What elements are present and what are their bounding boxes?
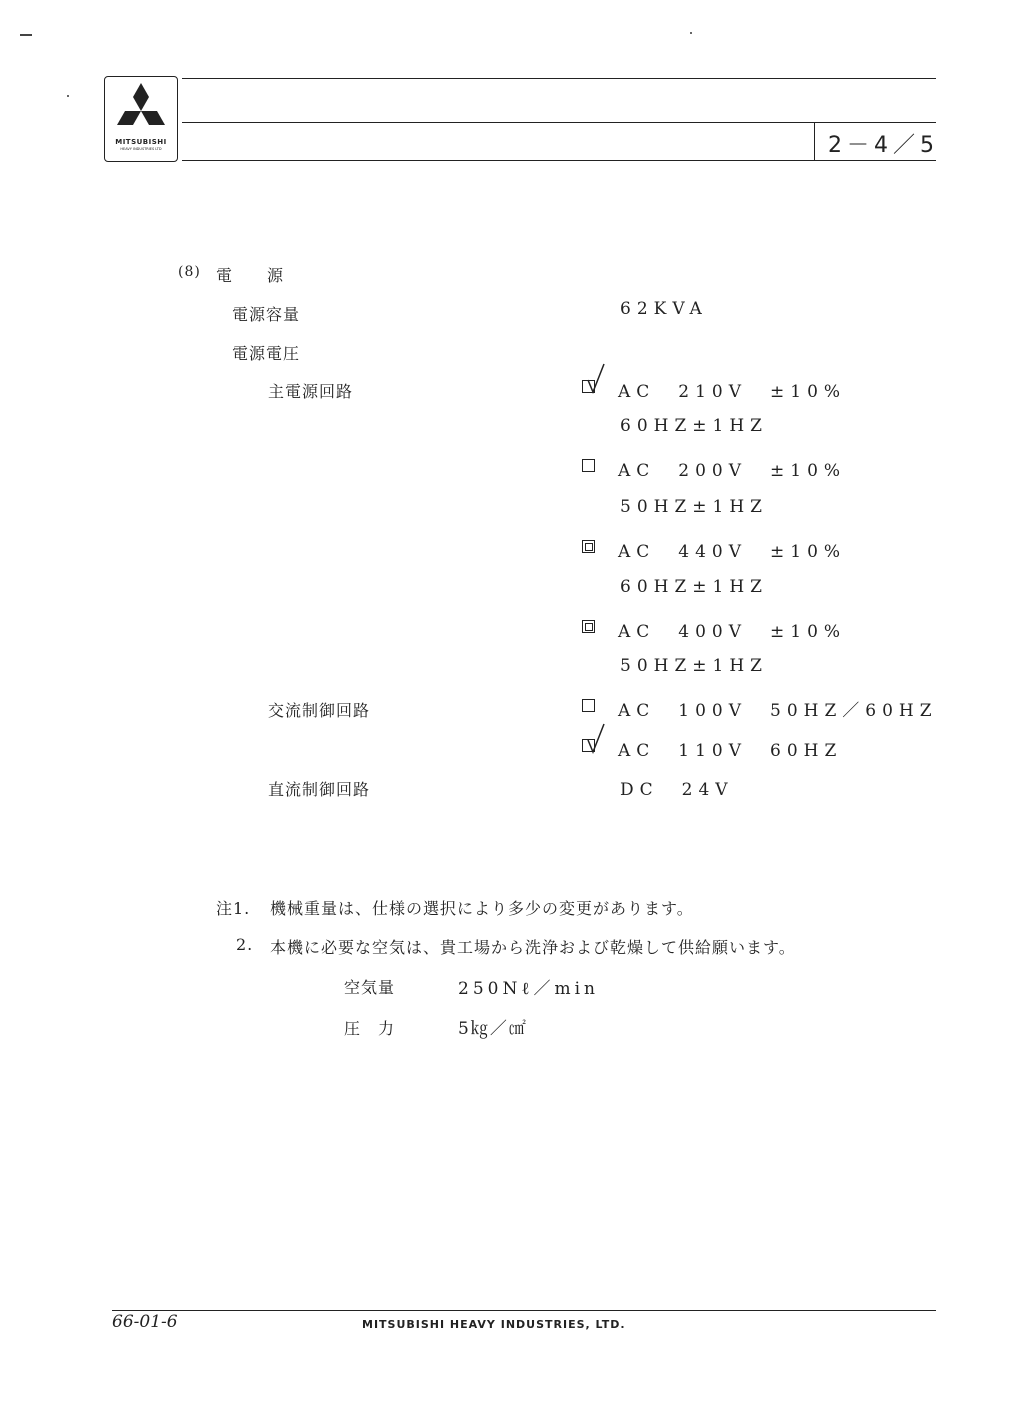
option-ac400-checkbox[interactable] [582, 620, 595, 633]
capacity-value: 62KVA [620, 299, 708, 319]
air-value: 250Nℓ／min [458, 979, 599, 999]
section-number: (8) [178, 264, 201, 280]
note1-text: 機械重量は、仕様の選択により多少の変更があります。 [270, 899, 694, 918]
capacity-label: 電源容量 [232, 305, 301, 324]
main-circuit-label: 主電源回路 [268, 382, 354, 401]
scan-mark [67, 95, 69, 97]
page-number-divider [814, 122, 815, 160]
option-ac400-freq: 50HZ±1HZ [620, 656, 768, 676]
note1-prefix: 注1. [216, 899, 251, 918]
checkmark-icon [584, 362, 606, 396]
note2-prefix: 2. [236, 935, 254, 954]
option-ac200-voltage: AC 200V ±10% [618, 461, 847, 481]
option-ac400-voltage: AC 400V ±10% [618, 622, 847, 642]
dc-value: DC 24V [620, 780, 734, 800]
footer-rule [112, 1310, 936, 1311]
scan-mark [690, 32, 692, 34]
logo-text: MITSUBISHI [115, 138, 167, 146]
pressure-label: 圧 力 [344, 1019, 396, 1038]
option-ac100-checkbox[interactable] [582, 699, 595, 712]
header-bottom-rule [182, 160, 936, 161]
note2-text: 本機に必要な空気は、貴工場から洗浄および乾燥して供給願います。 [270, 938, 796, 957]
option-ac440-voltage: AC 440V ±10% [618, 542, 847, 562]
voltage-label: 電源電圧 [232, 344, 301, 363]
option-ac200-checkbox[interactable] [582, 459, 595, 472]
option-ac100-text: AC 100V 50HZ／60HZ [618, 701, 938, 721]
option-ac110-text: AC 110V 60HZ [618, 741, 843, 761]
dc-control-label: 直流制御回路 [268, 780, 371, 799]
air-label: 空気量 [344, 978, 396, 997]
footer-code: 66-01-6 [112, 1312, 178, 1332]
header-top-rule [182, 78, 936, 79]
logo-subtext: HEAVY INDUSTRIES LTD [120, 147, 162, 151]
header-mid-rule [182, 122, 936, 123]
checkmark-icon [584, 722, 606, 756]
option-ac440-checkbox[interactable] [582, 540, 595, 553]
option-ac210-voltage: AC 210V ±10% [618, 382, 847, 402]
page-number: 2－4／5 [828, 133, 939, 158]
option-ac200-freq: 50HZ±1HZ [620, 497, 768, 517]
option-ac210-freq: 60HZ±1HZ [620, 416, 768, 436]
section-title: 電 源 [216, 266, 285, 285]
footer-company: MITSUBISHI HEAVY INDUSTRIES, LTD. [362, 1318, 626, 1331]
ac-control-label: 交流制御回路 [268, 701, 371, 720]
option-ac440-freq: 60HZ±1HZ [620, 577, 768, 597]
pressure-value: 5㎏／㎠ [458, 1019, 528, 1039]
three-diamonds-icon [111, 81, 171, 137]
scan-mark [20, 34, 32, 36]
